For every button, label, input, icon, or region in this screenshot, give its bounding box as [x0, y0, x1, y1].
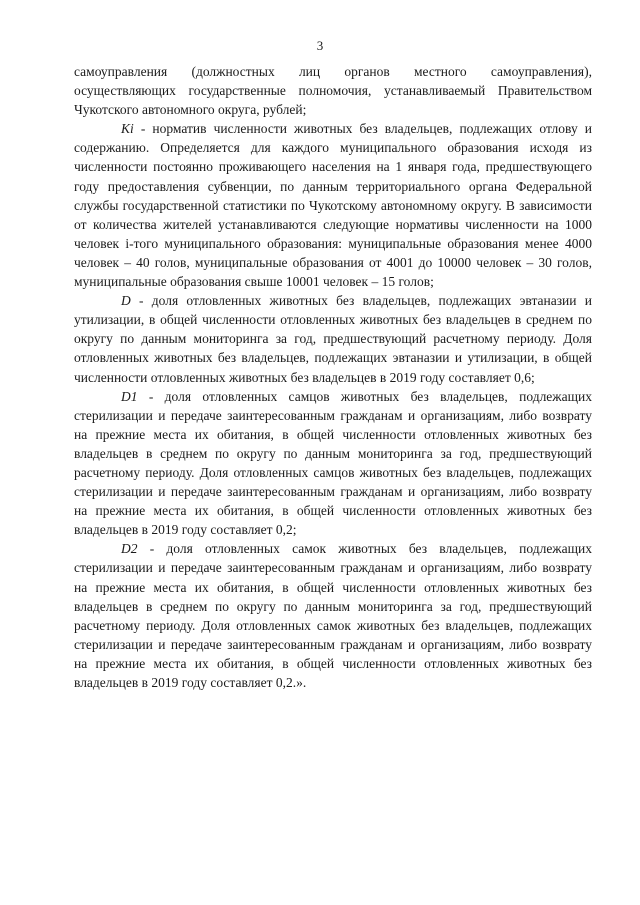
- paragraph-text: - доля отловленных самок животных без владельцев, подлежащих стерилизации и передаче заинтересованным гражданам и организациям, либо возврату на прежние места их обитания, в общей численности отловленных животных без владельцев в среднем по округу по данным мониторинга за год, предшествующий расчетному периоду. Доля отловленных самок животных без владельцев, подлежащих стерилизации и передаче заинтересованным гражданам и организациям, либо возврату на прежние места их обитания, в общей численности отловленных животных без владельцев в 2019 году составляет 0,2.».: [74, 541, 592, 690]
- paragraph-text: - норматив численности животных без владельцев, подлежащих отлову и содержанию. Определяется для каждого муниципального образования исходя из численности постоянно проживающего населения на 1 января года, предшествующего году предоставления субвенции, по данным территориального органа Федеральной службы государственной статистики по Чукотскому автономному округу. В зависимости от количества жителей устанавливаются следующие нормативы численности на 1000 человек i-того муниципального образования: муниципальные образования менее 4000 человек – 40 голов, муниципальные образования от 4001 до 10000 человек – 30 голов, муниципальные образования свыше 10001 человек – 15 голов;: [74, 121, 592, 290]
- paragraph-d: [74, 291, 592, 386]
- paragraph-d2: [74, 539, 592, 692]
- paragraph-continuation: [74, 62, 592, 119]
- formula-symbol-ki: Ki: [121, 121, 134, 137]
- paragraph-text: самоуправления (должностных лиц органов местного самоуправления), осуществляющих государственные полномочия, устанавливаемый Правительством Чукотского автономного округа, рублей;: [74, 64, 592, 118]
- document-body: [74, 62, 592, 692]
- formula-symbol-d2: D2: [121, 541, 138, 557]
- formula-symbol-d1: D1: [121, 388, 138, 404]
- page-number: 3: [316, 38, 324, 53]
- paragraph-d1: [74, 387, 592, 540]
- formula-symbol-d: D: [121, 293, 131, 309]
- paragraph-text: - доля отловленных самцов животных без владельцев, подлежащих стерилизации и передаче заинтересованным гражданам и организациям, либо возврату на прежние места их обитания, в общей численности отловленных животных без владельцев в среднем по округу по данным мониторинга за год, предшествующий расчетному периоду. Доля отловленных самцов животных без владельцев, подлежащих стерилизации и передаче заинтересованным гражданам и организациям, либо возврату на прежние места их обитания, в общей численности отловленных животных без владельцев в 2019 году составляет 0,2;: [74, 388, 592, 538]
- paragraph-text: - доля отловленных животных без владельцев, подлежащих эвтаназии и утилизации, в общей численности отловленных животных без владельцев в среднем по округу по данным мониторинга за год, предшествующий расчетному периоду. Доля отловленных животных без владельцев, подлежащих эвтаназии и утилизации, в общей численности отловленных животных без владельцев в 2019 году составляет 0,6;: [74, 293, 592, 385]
- paragraph-ki: [74, 119, 592, 291]
